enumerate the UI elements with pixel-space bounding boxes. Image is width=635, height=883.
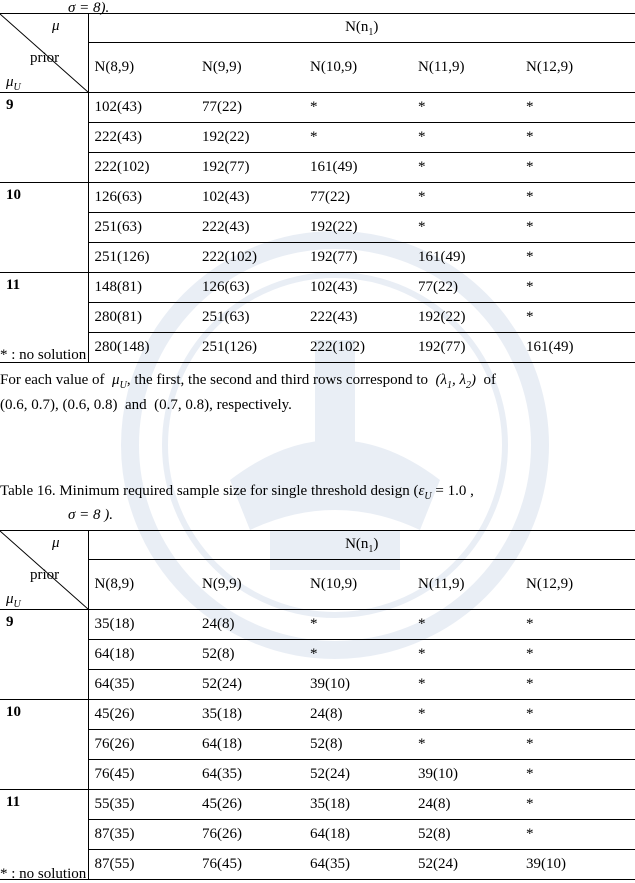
table-cell: 52(24) <box>304 760 412 790</box>
table-cell: 24(8) <box>412 790 520 820</box>
col-header: N(10,9) <box>304 560 412 610</box>
table-row <box>0 153 635 183</box>
table-cell: 76(45) <box>196 850 304 880</box>
table-row <box>0 183 635 213</box>
table-cell: 192(77) <box>304 243 412 273</box>
table-cell: 52(8) <box>304 730 412 760</box>
table-cell: 77(22) <box>412 273 520 303</box>
table-row <box>0 123 635 153</box>
table-cell: * <box>304 640 412 670</box>
table-cell: 192(77) <box>412 333 520 363</box>
table-row <box>0 610 635 640</box>
note-no-solution-15: * : no solution <box>0 347 87 363</box>
table-row <box>0 333 635 363</box>
table-cell: * <box>412 213 520 243</box>
top-caption-fragment: σ = 8). <box>68 0 110 16</box>
table-cell: 52(24) <box>412 850 520 880</box>
note-no-solution-16: * : no solution <box>0 866 87 882</box>
table-cell: 24(8) <box>304 700 412 730</box>
table-cell: * <box>412 700 520 730</box>
table-cell: 192(22) <box>412 303 520 333</box>
table-cell: * <box>412 153 520 183</box>
col-header: N(12,9) <box>520 43 635 93</box>
table-cell: * <box>304 123 412 153</box>
table-cell: 39(10) <box>520 850 635 880</box>
table-cell: 35(18) <box>196 700 304 730</box>
table-cell: 222(102) <box>88 153 196 183</box>
table-16-caption-line2: σ = 8 ). <box>68 507 114 523</box>
table-cell: 251(126) <box>88 243 196 273</box>
table-cell: * <box>412 93 520 123</box>
table-cell: 161(49) <box>304 153 412 183</box>
table-cell: 64(18) <box>88 640 196 670</box>
table-cell: * <box>412 730 520 760</box>
table-cell: 251(126) <box>196 333 304 363</box>
table-cell: 87(55) <box>88 850 196 880</box>
table-cell: 52(8) <box>196 640 304 670</box>
table-cell: 280(81) <box>88 303 196 333</box>
table-cell: * <box>520 610 635 640</box>
table-cell: 64(35) <box>88 670 196 700</box>
col-header: N(9,9) <box>196 560 304 610</box>
col-header: N(11,9) <box>412 43 520 93</box>
col-header: N(8,9) <box>88 560 196 610</box>
col-header: N(8,9) <box>88 43 196 93</box>
table-cell: * <box>520 183 635 213</box>
table-cell: 222(43) <box>196 213 304 243</box>
table-row <box>0 850 635 880</box>
table-cell: 45(26) <box>88 700 196 730</box>
table-row <box>0 760 635 790</box>
table-cell: 102(43) <box>304 273 412 303</box>
table-cell: 280(148) <box>88 333 196 363</box>
table-cell: * <box>304 610 412 640</box>
table-16-caption: Table 16. Minimum required sample size for single threshold design ($\varepsilon_U = 1.0$ , <box>0 483 474 502</box>
table-cell: 87(35) <box>88 820 196 850</box>
table-cell: 64(35) <box>304 850 412 880</box>
table-cell: 192(22) <box>304 213 412 243</box>
table-cell: 52(8) <box>412 820 520 850</box>
table-cell: 192(77) <box>196 153 304 183</box>
table-cell: * <box>412 670 520 700</box>
table-cell: 102(43) <box>88 93 196 123</box>
table-cell: 126(63) <box>196 273 304 303</box>
table-cell: 102(43) <box>196 183 304 213</box>
col-header: N(11,9) <box>412 560 520 610</box>
table-cell: 35(18) <box>304 790 412 820</box>
table-cell: 64(35) <box>196 760 304 790</box>
table-row <box>0 730 635 760</box>
table-cell: * <box>412 640 520 670</box>
table-row <box>0 820 635 850</box>
note-rows-explanation: For each value of $\mu_U$, the first, the second and third rows correspond to ($\lambda_1$, $\lambda_2$) of <box>0 372 496 391</box>
note-rows-pairs: (0.6, 0.7), (0.6, 0.8) and (0.7, 0.8), respectively. <box>0 397 292 413</box>
table-row <box>0 670 635 700</box>
table-15-group-header: $N(n_1)$ <box>88 14 635 43</box>
table-cell: 64(18) <box>304 820 412 850</box>
table-cell: * <box>520 790 635 820</box>
table-cell: 251(63) <box>88 213 196 243</box>
table-cell: * <box>520 93 635 123</box>
table-cell: * <box>520 670 635 700</box>
table-cell: * <box>412 123 520 153</box>
table-cell: 24(8) <box>196 610 304 640</box>
table-cell: 222(43) <box>88 123 196 153</box>
table-cell: * <box>520 123 635 153</box>
table-row <box>0 243 635 273</box>
table-cell: 77(22) <box>196 93 304 123</box>
table-row <box>0 790 635 820</box>
table-cell: * <box>520 820 635 850</box>
table-cell: 77(22) <box>304 183 412 213</box>
table-row <box>0 640 635 670</box>
table-15-corner: μ prior $\mu_U$ <box>0 14 88 93</box>
table-row <box>0 93 635 123</box>
table-cell: 64(18) <box>196 730 304 760</box>
table-cell: 126(63) <box>88 183 196 213</box>
row-group-label: 10 <box>0 700 88 790</box>
table-16 <box>0 530 635 880</box>
table-cell: 222(43) <box>304 303 412 333</box>
table-cell: * <box>412 183 520 213</box>
table-cell: 161(49) <box>520 333 635 363</box>
table-cell: 251(63) <box>196 303 304 333</box>
table-cell: * <box>520 273 635 303</box>
table-cell: * <box>304 93 412 123</box>
col-header: N(12,9) <box>520 560 635 610</box>
table-row <box>0 213 635 243</box>
table-row <box>0 273 635 303</box>
table-cell: 52(24) <box>196 670 304 700</box>
row-group-label: 11 <box>0 273 88 363</box>
table-cell: * <box>520 640 635 670</box>
table-cell: * <box>520 730 635 760</box>
table-16-group-header: $N(n_1)$ <box>88 531 635 560</box>
col-header: N(9,9) <box>196 43 304 93</box>
table-cell: 76(26) <box>196 820 304 850</box>
table-cell: 76(26) <box>88 730 196 760</box>
table-cell: 222(102) <box>196 243 304 273</box>
table-cell: 45(26) <box>196 790 304 820</box>
table-cell: 35(18) <box>88 610 196 640</box>
table-cell: 55(35) <box>88 790 196 820</box>
table-cell: * <box>520 213 635 243</box>
row-group-label: 11 <box>0 790 88 880</box>
table-15 <box>0 13 635 363</box>
table-row <box>0 700 635 730</box>
row-group-label: 9 <box>0 93 88 183</box>
table-cell: 161(49) <box>412 243 520 273</box>
table-cell: * <box>520 243 635 273</box>
table-cell: * <box>520 760 635 790</box>
row-group-label: 10 <box>0 183 88 273</box>
table-cell: * <box>520 700 635 730</box>
table-cell: * <box>412 610 520 640</box>
table-cell: 148(81) <box>88 273 196 303</box>
table-cell: 222(102) <box>304 333 412 363</box>
table-cell: 39(10) <box>412 760 520 790</box>
table-cell: * <box>520 303 635 333</box>
table-16-corner: μ prior $\mu_U$ <box>0 531 88 610</box>
table-cell: 76(45) <box>88 760 196 790</box>
row-group-label: 9 <box>0 610 88 700</box>
table-cell: 192(22) <box>196 123 304 153</box>
table-cell: 39(10) <box>304 670 412 700</box>
col-header: N(10,9) <box>304 43 412 93</box>
table-cell: * <box>520 153 635 183</box>
table-row <box>0 303 635 333</box>
